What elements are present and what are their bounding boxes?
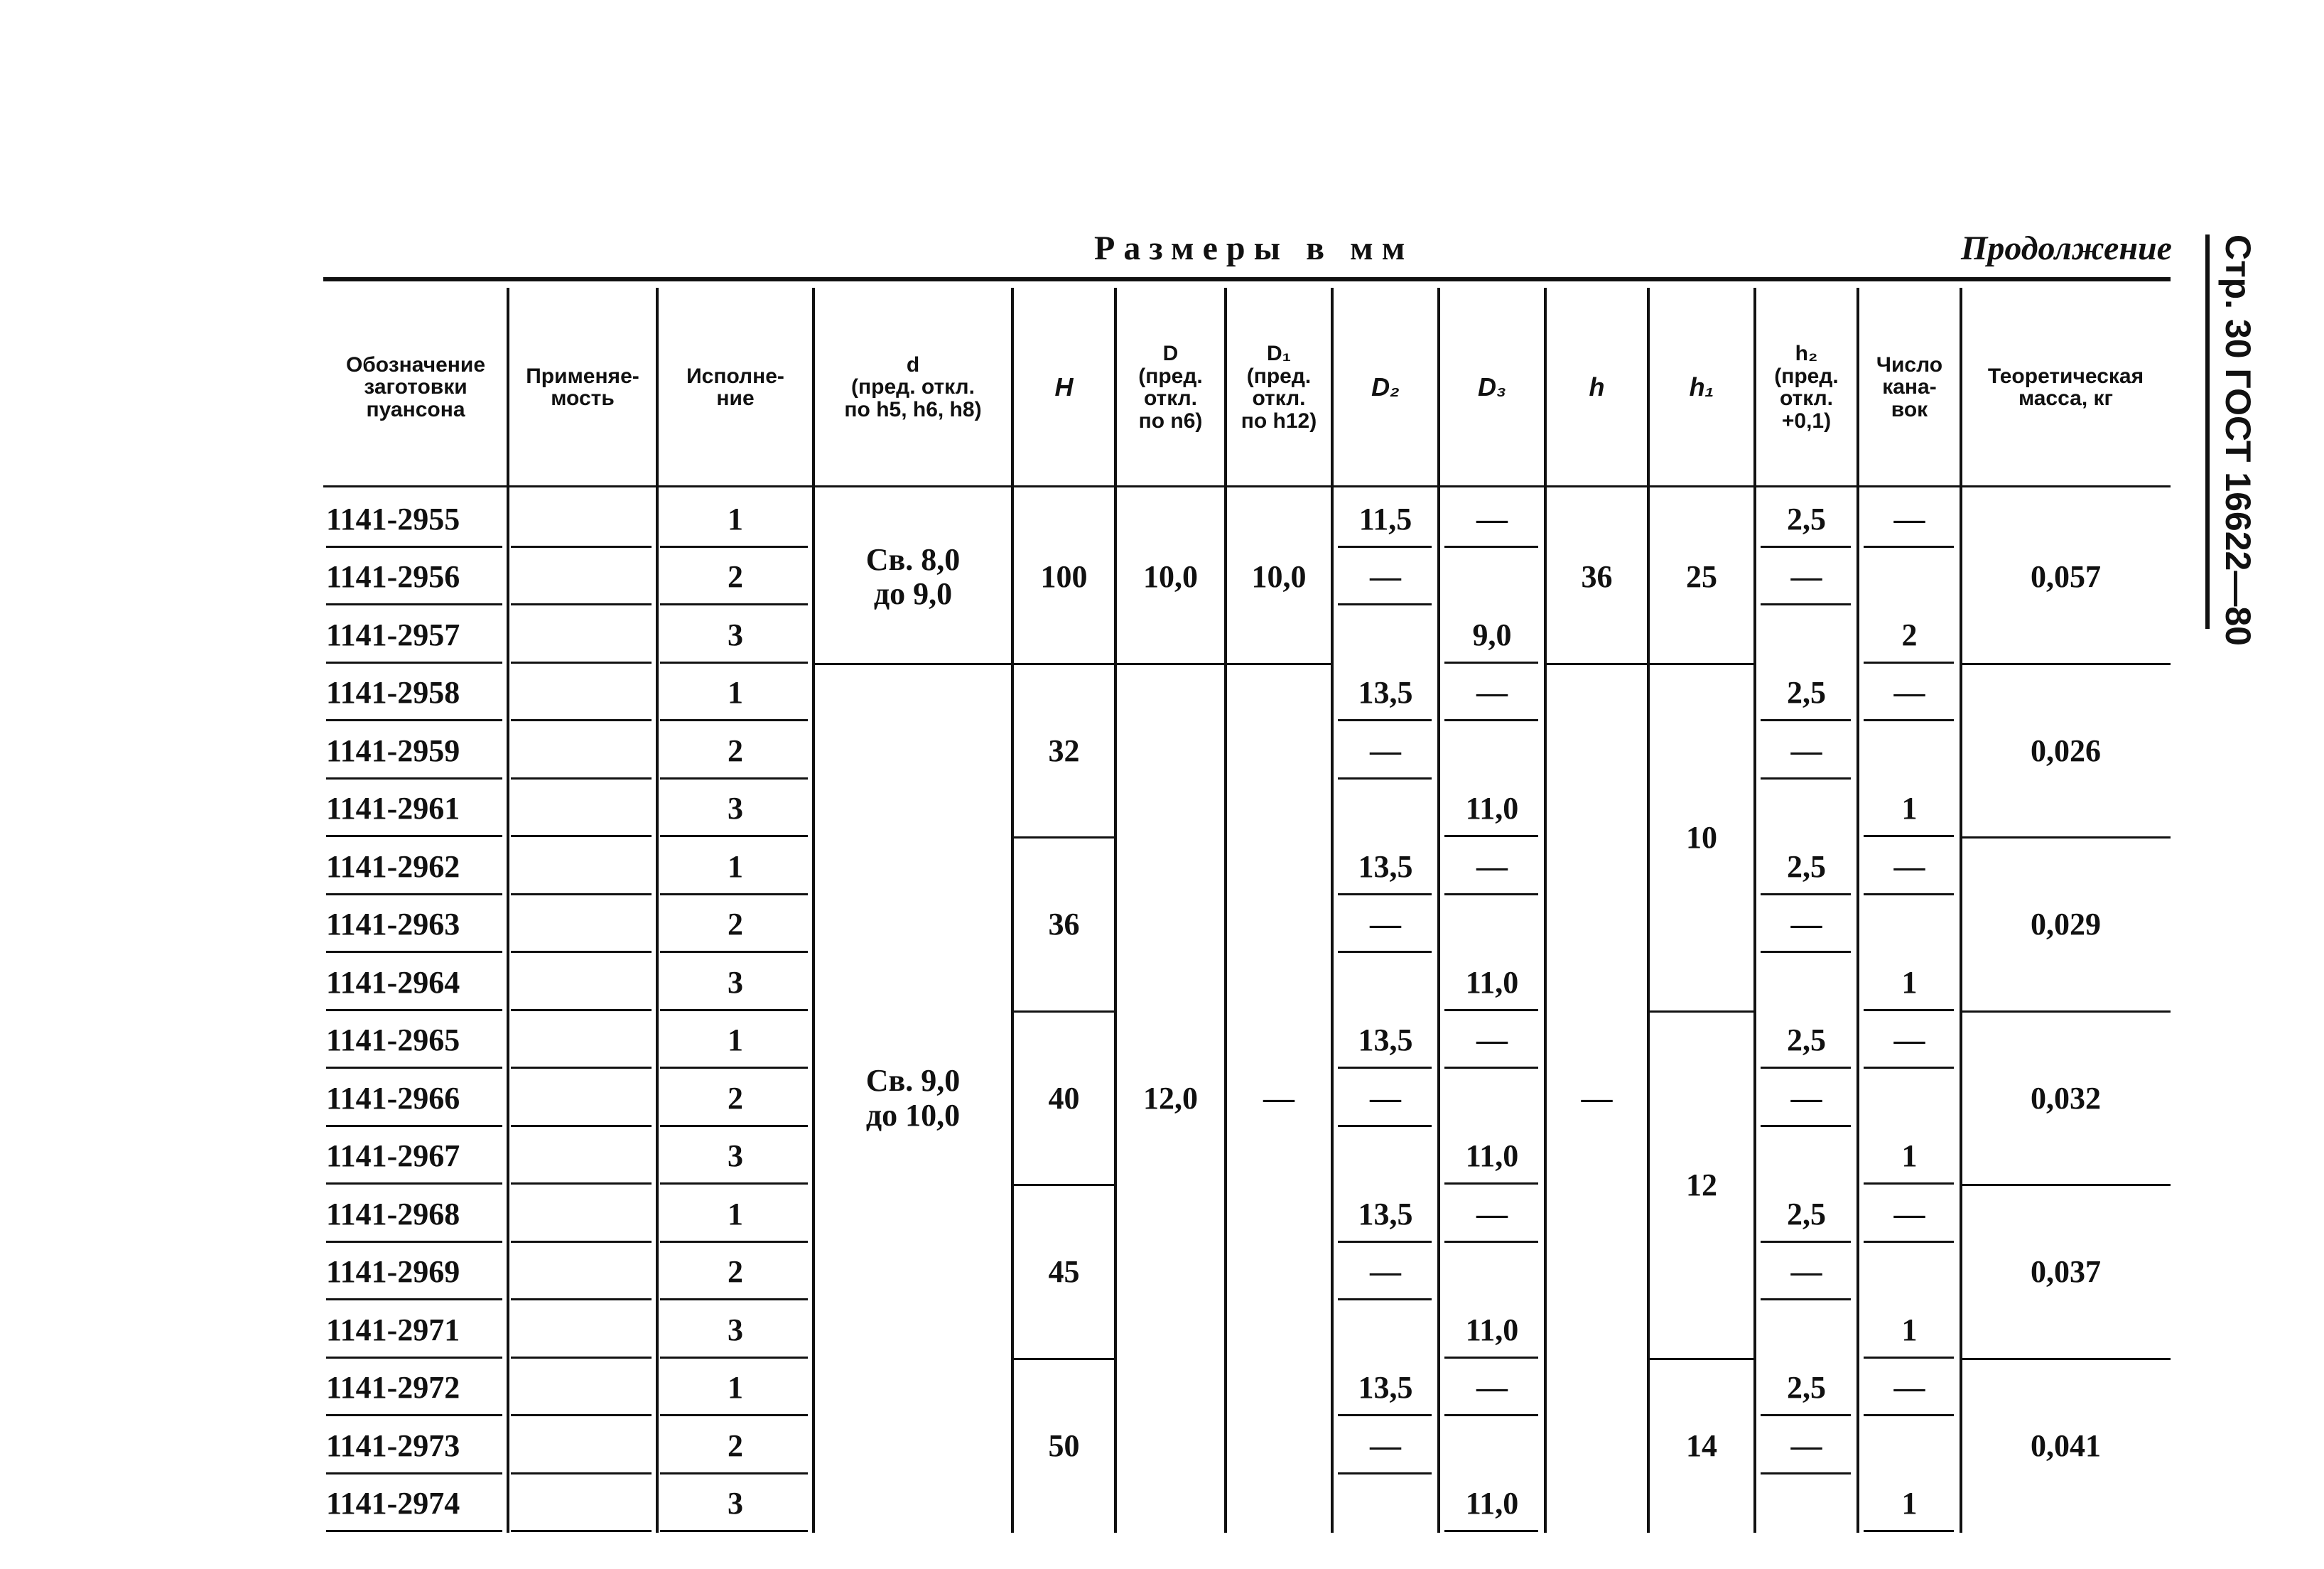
- part-code: 1141-2958: [326, 675, 460, 711]
- cell-grooves: [1858, 1244, 1961, 1302]
- cell-grooves: 1: [1901, 1486, 1918, 1521]
- part-code: 1141-2965: [326, 1023, 460, 1058]
- row-rule: [660, 1472, 808, 1474]
- cell-variant: 3: [728, 964, 743, 1000]
- column-header-applic: Применяе- мость: [526, 364, 639, 410]
- column-header-variant: Исполне- ние: [686, 364, 784, 410]
- value-rule: [1338, 1241, 1432, 1243]
- part-code: 1141-2963: [326, 907, 460, 942]
- cell-variant: 1: [728, 848, 743, 884]
- value-rule: [1444, 1009, 1538, 1011]
- cell-variant: 3: [728, 1312, 743, 1347]
- column-header-D1: D₁ (пред. откл. по h12): [1241, 342, 1317, 433]
- cell-grooves: —: [1893, 501, 1925, 537]
- row-rule: [326, 893, 502, 895]
- cell-D3: [1439, 896, 1545, 954]
- value-rule: [1761, 1241, 1851, 1243]
- cell-variant: 3: [728, 1138, 743, 1174]
- merged-mass: 0,026: [2031, 733, 2101, 768]
- value-rule: [1761, 1298, 1851, 1300]
- column-header-H: H: [1054, 372, 1074, 402]
- column-header-D: D (пред. откл. по n6): [1138, 342, 1203, 433]
- value-rule: [1761, 951, 1851, 953]
- cell-D3: 11,0: [1465, 1312, 1519, 1347]
- merged-h: 36: [1581, 559, 1613, 595]
- row-rule: [660, 777, 808, 780]
- value-rule: [1761, 893, 1851, 895]
- continuation-label: Продолжение: [1961, 230, 2172, 267]
- cell-variant: 2: [728, 1080, 743, 1116]
- part-code: 1141-2969: [326, 1254, 460, 1290]
- row-rule: [660, 603, 808, 605]
- part-code: 1141-2973: [326, 1428, 460, 1463]
- cell-variant: 1: [728, 1023, 743, 1058]
- cell-grooves: 1: [1901, 791, 1918, 826]
- value-rule: [1444, 546, 1538, 548]
- cell-h2: —: [1790, 1080, 1822, 1116]
- cell-D3: [1439, 1417, 1545, 1475]
- part-code: 1141-2957: [326, 617, 460, 652]
- cell-D2: [1332, 1301, 1439, 1359]
- value-rule: [1338, 1125, 1432, 1127]
- cell-grooves: 1: [1901, 1138, 1918, 1174]
- cell-h2: [1755, 1128, 1858, 1186]
- value-rule: [1864, 835, 1954, 837]
- value-rule: [1761, 777, 1851, 780]
- merged-D1: —: [1263, 1080, 1295, 1116]
- cell-h2: [1755, 606, 1858, 664]
- merged-H: 45: [1048, 1254, 1080, 1290]
- row-rule: [660, 1298, 808, 1300]
- cell-variant: 2: [728, 907, 743, 942]
- merged-d: Св. 8,0 до 9,0: [865, 541, 961, 612]
- cell-h2: —: [1790, 1428, 1822, 1463]
- row-rule: [511, 1125, 652, 1127]
- value-rule: [1864, 546, 1954, 548]
- row-rule: [511, 1009, 652, 1011]
- row-rule: [660, 1182, 808, 1185]
- merged-mass: 0,041: [2031, 1428, 2101, 1463]
- row-rule: [326, 662, 502, 664]
- units-title: Размеры в мм: [1094, 230, 1414, 267]
- cell-D2: 13,5: [1358, 848, 1413, 884]
- value-rule: [1338, 777, 1432, 780]
- cell-D2: 13,5: [1358, 1370, 1413, 1406]
- merged-D: 10,0: [1143, 559, 1198, 595]
- merged-H: 40: [1048, 1080, 1080, 1116]
- row-rule: [511, 1472, 652, 1474]
- cell-D2: [1332, 780, 1439, 839]
- row-rule: [326, 1530, 502, 1532]
- header-rule: [323, 485, 2171, 487]
- cell-h2: 2,5: [1787, 1023, 1826, 1058]
- value-rule: [1864, 719, 1954, 721]
- merged-h1: 12: [1686, 1167, 1717, 1202]
- cell-D2: [1332, 606, 1439, 664]
- cell-variant: 2: [728, 1428, 743, 1463]
- cell-D2: [1332, 1475, 1439, 1533]
- column-header-d: d (пред. откл. по h5, h6, h8): [844, 352, 982, 421]
- value-rule: [1444, 835, 1538, 837]
- cell-grooves: —: [1893, 675, 1925, 711]
- row-rule: [511, 1298, 652, 1300]
- part-code: 1141-2966: [326, 1080, 460, 1116]
- cell-h2: —: [1790, 733, 1822, 768]
- cell-D2: 13,5: [1358, 1023, 1413, 1058]
- cell-h2: 2,5: [1787, 501, 1826, 537]
- merged-H: 100: [1040, 559, 1088, 595]
- row-rule: [326, 603, 502, 605]
- row-rule: [511, 1414, 652, 1416]
- column-header-D2: D₂: [1371, 372, 1400, 402]
- side-rule: [2205, 234, 2210, 629]
- cell-variant: 2: [728, 1254, 743, 1290]
- merged-d: Св. 9,0 до 10,0: [865, 1063, 961, 1133]
- part-code: 1141-2961: [326, 791, 460, 826]
- value-rule: [1864, 1530, 1954, 1532]
- cell-D3: 9,0: [1472, 617, 1512, 652]
- row-rule: [511, 1357, 652, 1359]
- value-rule: [1444, 1414, 1538, 1416]
- value-rule: [1864, 1067, 1954, 1069]
- row-rule: [511, 951, 652, 953]
- row-rule: [326, 1472, 502, 1474]
- merged-h1: 14: [1686, 1428, 1717, 1463]
- part-code: 1141-2955: [326, 501, 460, 537]
- part-code: 1141-2967: [326, 1138, 460, 1174]
- row-rule: [326, 1009, 502, 1011]
- row-rule: [326, 777, 502, 780]
- part-code: 1141-2956: [326, 559, 460, 595]
- cell-grooves: 2: [1901, 617, 1918, 652]
- cell-grooves: [1858, 722, 1961, 780]
- value-rule: [1864, 1414, 1954, 1416]
- value-rule: [1864, 893, 1954, 895]
- row-rule: [326, 1357, 502, 1359]
- row-rule: [511, 662, 652, 664]
- cell-h2: 2,5: [1787, 1196, 1826, 1231]
- column-header-h2: h₂ (пред. откл. +0,1): [1774, 342, 1839, 433]
- value-rule: [1444, 1182, 1538, 1185]
- row-rule: [326, 1414, 502, 1416]
- row-rule: [511, 603, 652, 605]
- cell-D2: —: [1370, 1254, 1401, 1290]
- page-side-label: [2213, 234, 2263, 646]
- row-rule: [326, 1241, 502, 1243]
- cell-D3: 11,0: [1465, 1138, 1519, 1174]
- cell-h2: [1755, 954, 1858, 1012]
- cell-grooves: —: [1893, 848, 1925, 884]
- row-rule: [326, 546, 502, 548]
- column-header-h1: h₁: [1689, 372, 1714, 402]
- cell-D2: [1332, 1128, 1439, 1186]
- cell-D2: —: [1370, 559, 1401, 595]
- value-rule: [1444, 662, 1538, 664]
- row-rule: [511, 835, 652, 837]
- column-header-h: h: [1589, 372, 1605, 402]
- cell-D2: 13,5: [1358, 1196, 1413, 1231]
- cell-D3: 11,0: [1465, 1486, 1519, 1521]
- value-rule: [1761, 603, 1851, 605]
- cell-grooves: —: [1893, 1196, 1925, 1231]
- cell-D2: —: [1370, 733, 1401, 768]
- row-rule: [660, 546, 808, 548]
- cell-D3: —: [1476, 501, 1508, 537]
- row-rule: [660, 951, 808, 953]
- row-rule: [660, 1530, 808, 1532]
- part-code: 1141-2968: [326, 1196, 460, 1231]
- value-rule: [1338, 1472, 1432, 1474]
- row-rule: [511, 777, 652, 780]
- value-rule: [1338, 951, 1432, 953]
- cell-h2: —: [1790, 559, 1822, 595]
- cell-D3: —: [1476, 1023, 1508, 1058]
- row-rule: [660, 893, 808, 895]
- value-rule: [1444, 1067, 1538, 1069]
- cell-h2: —: [1790, 1254, 1822, 1290]
- row-rule: [326, 1125, 502, 1127]
- cell-D3: —: [1476, 848, 1508, 884]
- value-rule: [1864, 1182, 1954, 1185]
- cell-D3: —: [1476, 675, 1508, 711]
- cell-variant: 1: [728, 501, 743, 537]
- cell-variant: 2: [728, 559, 743, 595]
- cell-grooves: [1858, 1069, 1961, 1128]
- cell-h2: 2,5: [1787, 1370, 1826, 1406]
- row-rule: [511, 893, 652, 895]
- part-code: 1141-2962: [326, 848, 460, 884]
- value-rule: [1761, 1067, 1851, 1069]
- cell-D2: —: [1370, 907, 1401, 942]
- value-rule: [1338, 1298, 1432, 1300]
- cell-D3: 11,0: [1465, 964, 1519, 1000]
- cell-D2: 13,5: [1358, 675, 1413, 711]
- row-rule: [326, 951, 502, 953]
- cell-D2: —: [1370, 1080, 1401, 1116]
- merged-mass: 0,037: [2031, 1254, 2101, 1290]
- row-rule: [326, 1067, 502, 1069]
- merged-D1: 10,0: [1251, 559, 1307, 595]
- merged-mass: 0,029: [2031, 907, 2101, 942]
- row-rule: [326, 1182, 502, 1185]
- cell-D2: 11,5: [1358, 501, 1412, 537]
- row-rule: [660, 662, 808, 664]
- cell-grooves: [1858, 549, 1961, 607]
- value-rule: [1761, 719, 1851, 721]
- cell-D3: —: [1476, 1370, 1508, 1406]
- cell-grooves: 1: [1901, 964, 1918, 1000]
- value-rule: [1444, 1357, 1538, 1359]
- cell-variant: 3: [728, 617, 743, 652]
- row-rule: [511, 1241, 652, 1243]
- value-rule: [1338, 1414, 1432, 1416]
- cell-D3: [1439, 722, 1545, 780]
- value-rule: [1338, 1067, 1432, 1069]
- cell-variant: 2: [728, 733, 743, 768]
- cell-h2: —: [1790, 907, 1822, 942]
- cell-variant: 1: [728, 1370, 743, 1406]
- cell-grooves: 1: [1901, 1312, 1918, 1347]
- column-header-grooves: Число кана- вок: [1876, 352, 1943, 421]
- value-rule: [1864, 1357, 1954, 1359]
- cell-D2: —: [1370, 1428, 1401, 1463]
- value-rule: [1864, 662, 1954, 664]
- part-code: 1141-2964: [326, 964, 460, 1000]
- row-rule: [326, 1298, 502, 1300]
- row-rule: [660, 1009, 808, 1011]
- merged-H: 50: [1048, 1428, 1080, 1463]
- side-label-text: Стр. 30 ГОСТ 16622—80: [2218, 234, 2258, 646]
- cell-grooves: [1858, 1417, 1961, 1475]
- value-rule: [1761, 1414, 1851, 1416]
- row-rule: [660, 1067, 808, 1069]
- cell-D3: 11,0: [1465, 791, 1519, 826]
- column-header-mass: Теоретическая масса, кг: [1987, 364, 2144, 410]
- cell-h2: 2,5: [1787, 848, 1826, 884]
- row-rule: [660, 1241, 808, 1243]
- row-rule: [326, 835, 502, 837]
- cell-D3: [1439, 1244, 1545, 1302]
- merged-mass: 0,057: [2031, 559, 2101, 595]
- value-rule: [1338, 603, 1432, 605]
- cell-variant: 3: [728, 1486, 743, 1521]
- row-rule: [660, 719, 808, 721]
- column-header-code: Обозначение заготовки пуансона: [345, 352, 486, 421]
- value-rule: [1444, 893, 1538, 895]
- table-top-rule: [323, 277, 2171, 281]
- value-rule: [1761, 1472, 1851, 1474]
- cell-h2: [1755, 780, 1858, 839]
- merged-H: 32: [1048, 733, 1080, 768]
- merged-h1: 10: [1686, 819, 1717, 855]
- cell-variant: 3: [728, 791, 743, 826]
- cell-h2: [1755, 1301, 1858, 1359]
- value-rule: [1864, 1241, 1954, 1243]
- cell-D3: —: [1476, 1196, 1508, 1231]
- cell-D3: [1439, 549, 1545, 607]
- part-code: 1141-2972: [326, 1370, 460, 1406]
- row-rule: [511, 1530, 652, 1532]
- row-rule: [326, 719, 502, 721]
- value-rule: [1338, 546, 1432, 548]
- cell-variant: 1: [728, 1196, 743, 1231]
- value-rule: [1338, 719, 1432, 721]
- column-header-D3: D₃: [1478, 372, 1506, 402]
- value-rule: [1444, 719, 1538, 721]
- value-rule: [1444, 1241, 1538, 1243]
- cell-variant: 1: [728, 675, 743, 711]
- row-rule: [511, 1182, 652, 1185]
- cell-grooves: —: [1893, 1023, 1925, 1058]
- merged-h1: 25: [1686, 559, 1717, 595]
- row-rule: [660, 835, 808, 837]
- cell-h2: [1755, 1475, 1858, 1533]
- cell-grooves: —: [1893, 1370, 1925, 1406]
- row-rule: [660, 1125, 808, 1127]
- value-rule: [1338, 893, 1432, 895]
- row-rule: [511, 546, 652, 548]
- merged-H: 36: [1048, 907, 1080, 942]
- cell-D3: [1439, 1069, 1545, 1128]
- value-rule: [1864, 1009, 1954, 1011]
- row-rule: [660, 1414, 808, 1416]
- cell-h2: 2,5: [1787, 675, 1826, 711]
- cell-grooves: [1858, 896, 1961, 954]
- part-code: 1141-2974: [326, 1486, 460, 1521]
- cell-D2: [1332, 954, 1439, 1012]
- merged-h: —: [1581, 1080, 1613, 1116]
- value-rule: [1761, 1125, 1851, 1127]
- row-rule: [511, 1067, 652, 1069]
- merged-mass: 0,032: [2031, 1080, 2101, 1116]
- row-rule: [511, 719, 652, 721]
- row-rule: [660, 1357, 808, 1359]
- value-rule: [1444, 1530, 1538, 1532]
- merged-D: 12,0: [1143, 1080, 1198, 1116]
- value-rule: [1761, 546, 1851, 548]
- part-code: 1141-2971: [326, 1312, 460, 1347]
- part-code: 1141-2959: [326, 733, 460, 768]
